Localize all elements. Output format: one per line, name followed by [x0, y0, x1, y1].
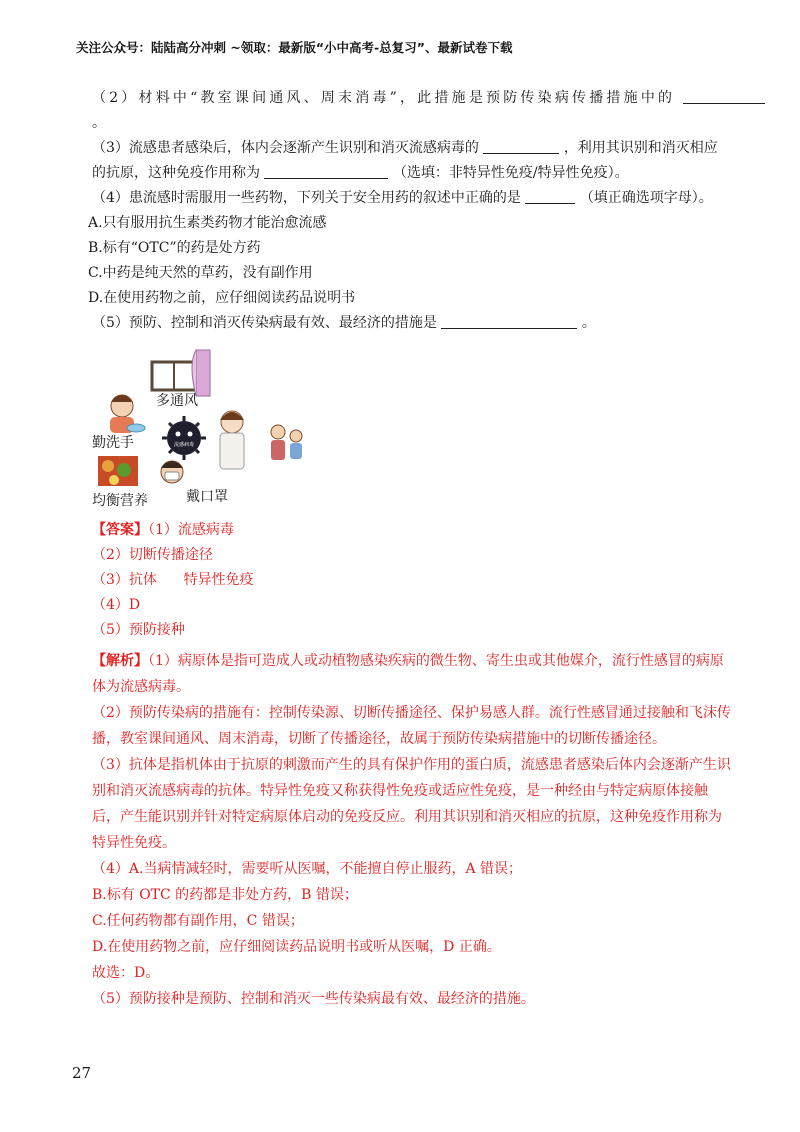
analysis-1 — [92, 648, 732, 700]
food-icon — [98, 456, 138, 486]
analysis-4c: C.任何药物都有副作用，C 错误； — [92, 913, 304, 929]
answer-3: （3）抗体 特异性免疫 — [92, 572, 254, 588]
option-d: D.在使用药物之前，应仔细阅读药品说明书 — [88, 290, 356, 306]
question-4 — [92, 186, 800, 211]
hand-washing-figure-icon — [110, 395, 145, 433]
q3-blank-2[interactable] — [264, 164, 388, 179]
question-3-line1 — [92, 136, 800, 161]
label-ventilate: 多通风 — [156, 393, 198, 409]
analysis-block — [92, 648, 732, 1012]
q5-text-b: 。 — [581, 315, 596, 331]
label-mask: 戴口罩 — [186, 489, 228, 505]
option-a: A.只有服用抗生素类药物才能治愈流感 — [88, 215, 327, 231]
q3-text-b: ，利用其识别和消灭相应 — [563, 140, 718, 156]
q4-text-b: （填正确选项字母）。 — [579, 190, 713, 206]
analysis-4e: 故选：D。 — [92, 965, 160, 981]
answer-1 — [92, 518, 732, 543]
answer-5: （5）预防接种 — [92, 622, 185, 638]
analysis-1-text: （1）病原体是指可造成人或动植物感染疾病的微生物、寄生虫或其他媒介，流行性感冒的病原体为流感病毒。 — [92, 653, 724, 695]
page-number: 27 — [72, 1064, 92, 1082]
doctor-icon — [220, 411, 244, 469]
q5-blank[interactable] — [441, 314, 577, 329]
option-c: C.中药是纯天然的草药，没有副作用 — [88, 265, 313, 281]
question-5 — [92, 311, 800, 336]
answer-block — [92, 518, 732, 643]
answer-2: （2）切断传播途径 — [92, 547, 213, 563]
option-b: B.标有“OTC”的药是处方药 — [88, 240, 261, 256]
analysis-2: （2）预防传染病的措施有：控制传染源、切断传播途径、保护易感人群。流行性感冒通过接触和飞沫传播，教室课间通风、周末消毒，切断了传播途径，故属于预防传染病措施中的切断传播途径。 — [92, 705, 731, 747]
analysis-5: （5）预防接种是预防、控制和消灭一些传染病最有效、最经济的措施。 — [92, 991, 535, 1007]
virus-label: 流感病毒 — [173, 442, 195, 448]
answer-1-text: （1）流感病毒 — [148, 522, 234, 538]
q4-text-a: （4）患流感时需服用一些药物，下列关于安全用药的叙述中正确的是 — [92, 190, 521, 206]
label-nutrition: 均衡营养 — [92, 493, 148, 509]
analysis-4a: （4）A.当病情减轻时，需要听从医嘱，不能擅自停止服药，A 错误； — [92, 861, 523, 877]
q5-text-a: （5）预防、控制和消灭传染病最有效、最经济的措施是 — [92, 315, 437, 331]
question-2 — [92, 86, 800, 111]
analysis-4d: D.在使用药物之前，应仔细阅读药品说明书或听从医嘱，D 正确。 — [92, 939, 501, 955]
answer-tag: 【答案】 — [92, 522, 148, 538]
q2-answer-blank[interactable] — [683, 89, 765, 104]
q3-text-a: （3）流感患者感染后，体内会逐渐产生识别和消灭流感病毒的 — [92, 140, 479, 156]
q2-text: （2）材料中“教室课间通风、周末消毒”，此措施是预防传染病传播措施中的 — [92, 90, 676, 106]
q3-text-c: 的抗原，这种免疫作用称为 — [92, 165, 260, 181]
question-3-line2 — [92, 161, 800, 186]
q4-blank[interactable] — [525, 189, 575, 204]
virus-icon — [162, 416, 206, 460]
analysis-3: （3）抗体是指机体由于抗原的刺激而产生的具有保护作用的蛋白质，流感患者感染后体内会逐渐产生识别和消灭流感病毒的抗体。特异性免疫又称获得性免疫或适应性免疫，是一种经由与特定病原体接触后，产生能识别并针对特定病原体启动的免疫反应。利用其识别和消灭相应的抗原，这种免疫作用称为特异性免疫。 — [92, 757, 731, 851]
analysis-tag: 【解析】 — [92, 653, 148, 669]
q3-blank-1[interactable] — [483, 139, 559, 154]
family-icon — [271, 425, 302, 460]
question-block — [88, 86, 800, 336]
mask-figure-icon — [161, 461, 183, 483]
q3-text-d: （选填：非特异性免疫/特异性免疫）。 — [392, 165, 629, 181]
analysis-4b: B.标有 OTC 的药都是非处方药，B 错误； — [92, 887, 358, 903]
label-wash-hands: 勤洗手 — [92, 435, 134, 451]
page-header: 关注公众号：陆陆高分冲刺 ~领取：最新版“小中高考-总复习”、最新试卷下载 — [76, 40, 513, 55]
q2-end: 。 — [92, 115, 106, 131]
answer-4: （4）D — [92, 597, 141, 613]
prevention-illustration — [92, 344, 322, 516]
